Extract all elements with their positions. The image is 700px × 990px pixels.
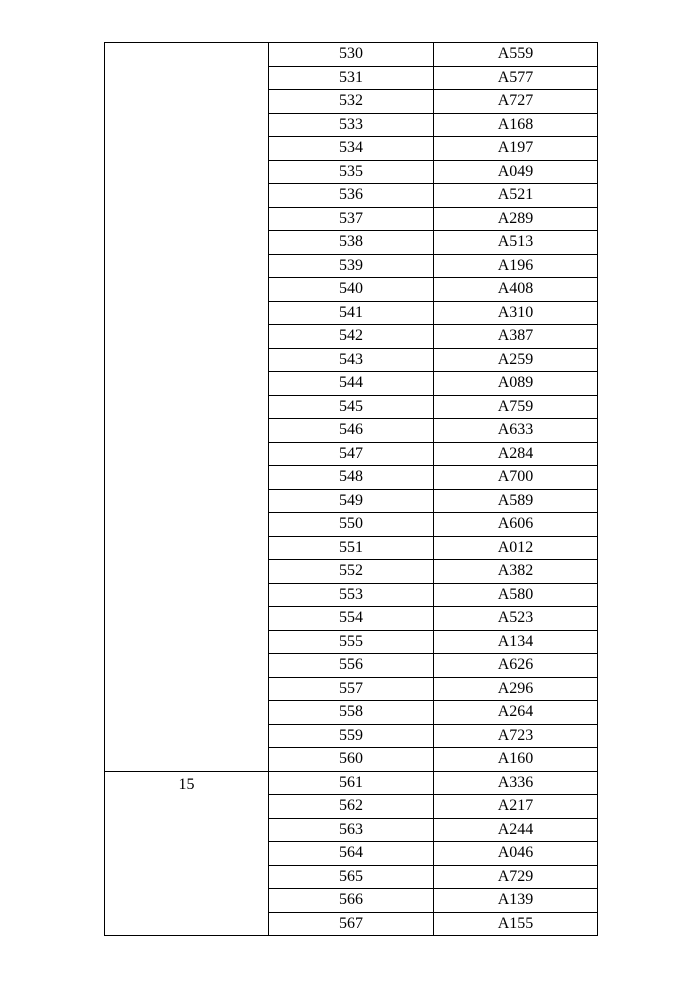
number-cell: 543 [269, 348, 434, 372]
code-cell: A729 [434, 865, 598, 889]
number-cell: 556 [269, 654, 434, 678]
code-cell: A633 [434, 419, 598, 443]
number-cell: 535 [269, 160, 434, 184]
code-cell: A244 [434, 818, 598, 842]
number-cell: 549 [269, 489, 434, 513]
number-cell: 540 [269, 278, 434, 302]
group-label-cell [105, 43, 269, 772]
code-cell: A134 [434, 630, 598, 654]
number-cell: 541 [269, 301, 434, 325]
code-cell: A168 [434, 113, 598, 137]
assignment-table [104, 42, 598, 936]
number-cell: 553 [269, 583, 434, 607]
code-cell: A387 [434, 325, 598, 349]
code-cell: A626 [434, 654, 598, 678]
code-cell: A217 [434, 795, 598, 819]
code-cell: A723 [434, 724, 598, 748]
number-cell: 558 [269, 701, 434, 725]
code-cell: A700 [434, 466, 598, 490]
number-cell: 542 [269, 325, 434, 349]
table-row [105, 771, 598, 795]
number-cell: 545 [269, 395, 434, 419]
code-cell: A577 [434, 66, 598, 90]
code-cell: A523 [434, 607, 598, 631]
code-cell: A284 [434, 442, 598, 466]
number-cell: 534 [269, 137, 434, 161]
number-cell: 548 [269, 466, 434, 490]
code-cell: A049 [434, 160, 598, 184]
number-cell: 537 [269, 207, 434, 231]
number-cell: 555 [269, 630, 434, 654]
number-cell: 552 [269, 560, 434, 584]
number-cell: 546 [269, 419, 434, 443]
code-cell: A046 [434, 842, 598, 866]
number-cell: 533 [269, 113, 434, 137]
number-cell: 567 [269, 912, 434, 936]
code-cell: A310 [434, 301, 598, 325]
table-row [105, 43, 598, 67]
number-cell: 563 [269, 818, 434, 842]
code-cell: A559 [434, 43, 598, 67]
code-cell: A336 [434, 771, 598, 795]
number-cell: 562 [269, 795, 434, 819]
number-cell: 531 [269, 66, 434, 90]
number-cell: 559 [269, 724, 434, 748]
code-cell: A089 [434, 372, 598, 396]
number-cell: 566 [269, 889, 434, 913]
group-label-cell: 15 [105, 771, 269, 936]
code-cell: A155 [434, 912, 598, 936]
code-cell: A606 [434, 513, 598, 537]
number-cell: 557 [269, 677, 434, 701]
code-cell: A264 [434, 701, 598, 725]
code-cell: A727 [434, 90, 598, 114]
code-cell: A382 [434, 560, 598, 584]
number-cell: 539 [269, 254, 434, 278]
number-cell: 530 [269, 43, 434, 67]
number-cell: 532 [269, 90, 434, 114]
code-cell: A012 [434, 536, 598, 560]
number-cell: 551 [269, 536, 434, 560]
number-cell: 550 [269, 513, 434, 537]
number-cell: 564 [269, 842, 434, 866]
code-cell: A580 [434, 583, 598, 607]
code-cell: A589 [434, 489, 598, 513]
code-cell: A289 [434, 207, 598, 231]
code-cell: A513 [434, 231, 598, 255]
code-cell: A296 [434, 677, 598, 701]
number-cell: 538 [269, 231, 434, 255]
number-cell: 561 [269, 771, 434, 795]
number-cell: 547 [269, 442, 434, 466]
table-body [105, 43, 598, 936]
number-cell: 554 [269, 607, 434, 631]
number-cell: 565 [269, 865, 434, 889]
number-cell: 560 [269, 748, 434, 772]
code-cell: A197 [434, 137, 598, 161]
code-cell: A139 [434, 889, 598, 913]
code-cell: A521 [434, 184, 598, 208]
code-cell: A196 [434, 254, 598, 278]
number-cell: 536 [269, 184, 434, 208]
code-cell: A759 [434, 395, 598, 419]
code-cell: A160 [434, 748, 598, 772]
number-cell: 544 [269, 372, 434, 396]
code-cell: A408 [434, 278, 598, 302]
code-cell: A259 [434, 348, 598, 372]
